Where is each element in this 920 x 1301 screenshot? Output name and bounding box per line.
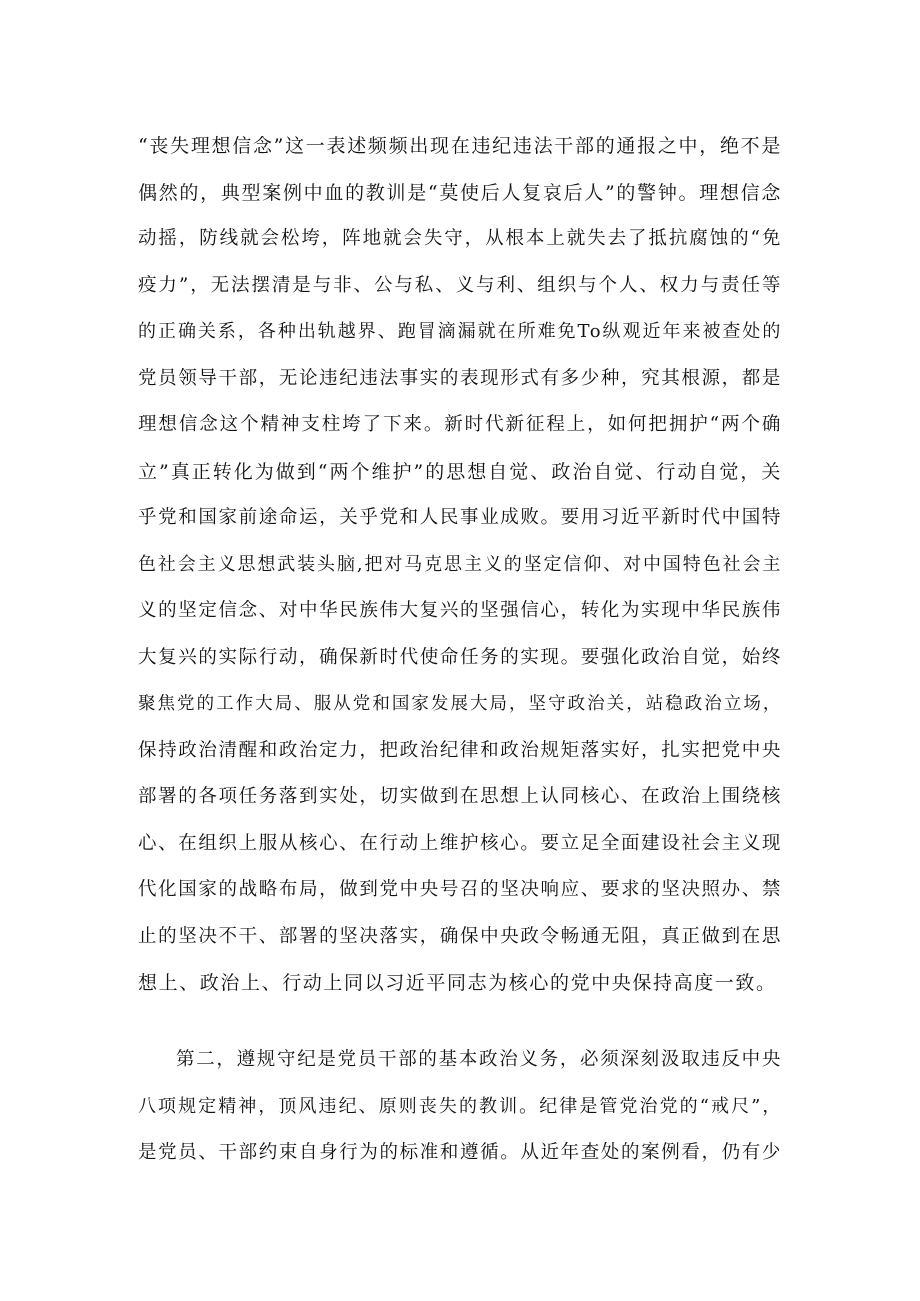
text-line: 疫力”，无法摆清是与非、公与私、义与利、组织与个人、权力与责任等 (138, 274, 782, 296)
text-line: 色社会主义思想武装头脑,把对马克思主义的坚定信仰、对中国特色社会主 (138, 553, 782, 575)
paragraph-ideals-and-beliefs (138, 123, 782, 1007)
text-line: 的正确关系，各种出轨越界、跑冒滴漏就在所难免To纵观近年来被查处的 (138, 321, 782, 342)
text-line: 部署的各项任务落到实处，切实做到在思想上认同核心、在政治上围绕核 (138, 786, 782, 807)
text-line: 动摇，防线就会松垮，阵地就会失守，从根本上就失去了抵抗腐蚀的“免 (138, 228, 782, 249)
text-line: “丧失理想信念”这一表述频频出现在违纪违法干部的通报之中，绝不是 (138, 135, 782, 157)
text-line: 立”真正转化为做到“两个维护”的思想自觉、政治自觉、行动自觉，关 (138, 460, 782, 483)
text-line: 止的坚决不干、部署的坚决落实，确保中央政令畅通无阻，真正做到在思 (138, 925, 782, 947)
text-line: 偶然的，典型案例中血的教训是“莫使后人复哀后人”的警钟。理想信念 (138, 181, 782, 204)
text-line: 是党员、干部约束自身行为的标准和遵循。从近年查处的案例看，仍有少 (138, 1142, 782, 1163)
paragraph-rules-and-discipline (138, 1037, 782, 1177)
text-line: 乎党和国家前途命运，关乎党和人民事业成败。要用习近平新时代中国特 (138, 507, 782, 528)
text-line: 聚焦党的工作大局、服从党和国家发展大局，坚守政治关，站稳政治立场， (138, 694, 782, 714)
text-line: 保持政治清醒和政治定力，把政治纪律和政治规矩落实好，扎实把党中央 (138, 739, 782, 761)
text-line: 义的坚定信念、对中华民族伟大复兴的坚强信心，转化为实现中华民族伟 (138, 600, 782, 621)
text-line: 八项规定精神，顶风违纪、原则丧失的教训。纪律是管党治党的“戒尺”， (138, 1095, 782, 1117)
text-line: 代化国家的战略布局，做到党中央号召的坚决响应、要求的坚决照办、禁 (138, 879, 782, 900)
text-line: 想上、政治上、行动上同以习近平同志为核心的党中央保持高度一致。 (138, 972, 777, 994)
text-line: 大复兴的实际行动，确保新时代使命任务的实现。要强化政治自觉，始终 (138, 646, 782, 668)
text-line: 心、在组织上服从核心、在行动上维护核心。要立足全面建设社会主义现 (138, 832, 782, 854)
text-line: 理想信念这个精神支柱垮了下来。新时代新征程上，如何把拥护“两个确 (138, 414, 782, 435)
text-line: 第二，遵规守纪是党员干部的基本政治义务，必须深刻汲取违反中央 (176, 1049, 782, 1070)
text-line: 党员领导干部，无论违纪违法事实的表现形式有多少种，究其根源，都是 (138, 367, 782, 389)
